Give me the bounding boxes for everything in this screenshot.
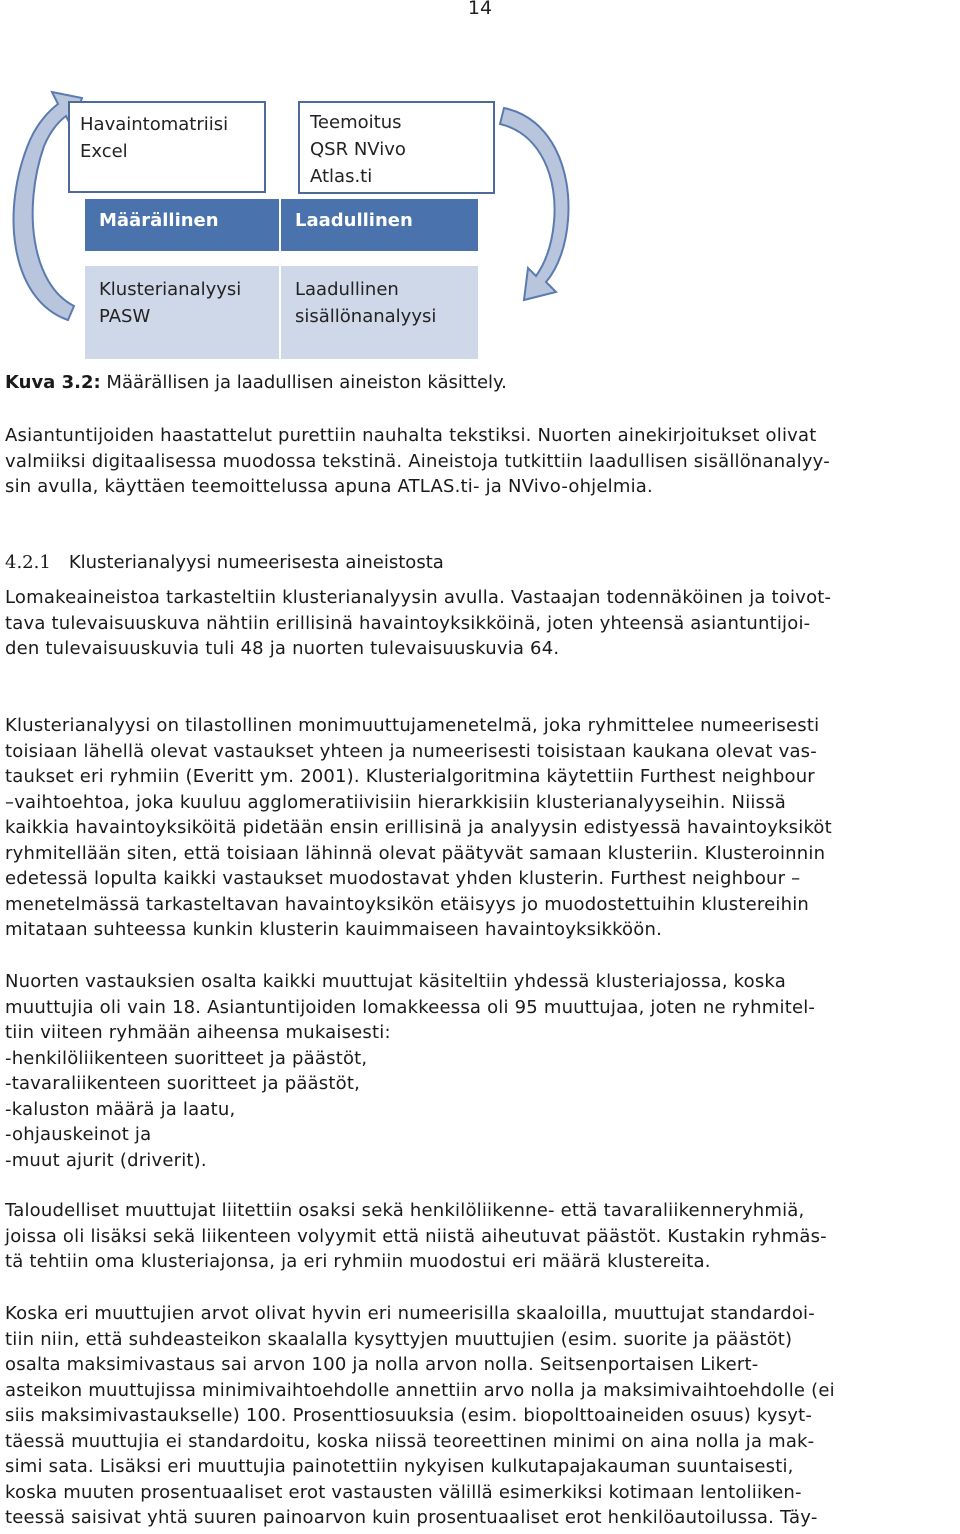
text-line: –vaihtoehtoa, joka kuuluu agglomeratiivisiin hierarkkisiin klusterianalyyseihin. Niissä	[5, 791, 787, 813]
section-heading	[5, 552, 444, 573]
text-line: teessä saisivat yhtä suuren painoarvon kuin prosentuaaliset erot henkilöautoilussa. Täy-	[5, 1507, 818, 1528]
text-line: tiin viiteen ryhmään aiheensa mukaisesti:	[5, 1022, 391, 1043]
text-line: kaikkia havaintoyksiköitä pidetään ensin erillisinä ja analyysin edistyessä havaintoyksiköt	[5, 817, 832, 838]
text-line: siis maksimivastaukselle) 100. Prosenttiosuuksia (esim. biopolttoaineiden osuus) kysyt-	[5, 1405, 813, 1426]
text-line: koska muuten prosentuaaliset erot vastausten välillä esimerkiksi kotimaan lentoliiken-	[5, 1481, 802, 1503]
text-line: sin avulla, käyttäen teemoittelussa apuna ATLAS.ti- ja NVivo-ohjelmia.	[5, 476, 653, 497]
cluster-analysis-cell	[85, 266, 279, 359]
text-line: simi sata. Lisäksi eri muuttujia painotettiin nykyisen kulkutapajakauman suuntaisesti,	[5, 1456, 794, 1477]
text-line: menetelmässä tarkasteltavan havaintoyksikön etäisyys jo muodostettuihin klustereihin	[5, 893, 810, 915]
page-number: 14	[467, 0, 493, 19]
excel-box	[68, 101, 266, 193]
text-line: Klusterianalyysi on tilastollinen monimuuttujamenetelmä, joka ryhmittelee numeerisesti	[5, 715, 820, 736]
curved-arrow-right-icon	[490, 0, 590, 330]
header-quantitative: Määrällinen	[85, 199, 279, 251]
text-line: asteikon muuttujissa minimivaihtoehdolle annettiin arvo nolla ja maksimivaihtoehdolle (ei	[5, 1379, 835, 1401]
text-line: Asiantuntijoiden haastattelut purettiin nauhalta tekstiksi. Nuorten ainekirjoitukset olivat	[5, 425, 817, 446]
text-line: edetessä lopulta kaikki vastaukset muodostavat yhden klusterin. Furthest neighbour –	[5, 868, 801, 889]
text-line: tava tulevaisuuskuva nähtiin erillisinä havaintoyksikköinä, joten yhteensä asiantuntijoi-	[5, 612, 811, 634]
text-line: den tulevaisuuskuvia tuli 48 ja nuorten tulevaisuuskuvia 64.	[5, 638, 560, 659]
cell-line: Klusterianalyysi	[99, 279, 242, 300]
cell-line: PASW	[99, 306, 151, 327]
text-line: Nuorten vastauksien osalta kaikki muuttujat käsiteltiin yhdessä klusteriajossa, koska	[5, 971, 786, 992]
text-line: toisiaan lähellä olevat vastaukset yhteen ja numeerisesti toisistaan kaukana olevat vas-	[5, 740, 817, 762]
paragraph-standardization	[5, 1301, 955, 1531]
paragraph-economic	[5, 1198, 955, 1275]
text-line: Lomakeaineistoa tarkasteltiin klusterianalyysin avulla. Vastaajan todennäköinen ja toivot-	[5, 587, 832, 608]
data-processing-diagram	[0, 0, 960, 370]
paragraph-cluster-method	[5, 713, 955, 943]
section-title: Klusterianalyysi numeerisesta aineistosta	[68, 552, 444, 573]
qualitative-tools-box	[298, 101, 495, 194]
box-line: Atlas.ti	[310, 166, 373, 187]
paragraph-interviews	[5, 423, 955, 500]
box-line: QSR NVivo	[310, 139, 406, 160]
cell-line: Laadullinen	[295, 279, 399, 300]
box-line: Teemoitus	[310, 112, 402, 133]
paragraph-survey	[5, 585, 955, 662]
header-qualitative: Laadullinen	[281, 199, 478, 251]
text-line: mitataan suhteessa kunkin klusterin kauimmaiseen havaintoyksikköön.	[5, 919, 663, 940]
text-line: tä tehtiin oma klusteriajonsa, ja eri ryhmiin muodostui eri määrä klustereita.	[5, 1251, 711, 1272]
box-line: Havaintomatriisi	[80, 114, 229, 135]
list-item: -henkilöliikenteen suoritteet ja päästöt,	[5, 1047, 368, 1069]
content-analysis-cell	[281, 266, 478, 359]
text-line: täessä muuttujia ei standardoitu, koska niissä teoreettinen minimi on aina nolla ja mak-	[5, 1430, 815, 1452]
list-item: -tavaraliikenteen suoritteet ja päästöt,	[5, 1073, 361, 1094]
list-item: -muut ajurit (driverit).	[5, 1149, 207, 1171]
section-number: 4.2.1	[5, 552, 51, 573]
text-line: ryhmitellään siten, että toisiaan lähinnä olevat päätyvät samaan klusteriin. Klusteroinnin	[5, 842, 826, 864]
text-line: joissa oli lisäksi sekä liikenteen volyymit että niistä aiheutuvat päästöt. Kustakin ryhmäs-	[5, 1225, 827, 1247]
text-line: valmiiksi digitaalisessa muodossa tekstinä. Aineistoja tutkittiin laadullisen sisällönanalyy-	[5, 450, 830, 472]
text-line: muuttujia oli vain 18. Asiantuntijoiden lomakkeessa oli 95 muuttujaa, joten ne ryhmitel-	[5, 996, 816, 1018]
text-line: taukset eri ryhmiin (Everitt ym. 2001). Klusterialgoritmina käytettiin Furthest neighbour	[5, 766, 815, 787]
list-item: -kaluston määrä ja laatu,	[5, 1098, 236, 1120]
text-line: Taloudelliset muuttujat liitettiin osaksi sekä henkilöliikenne- että tavaraliikenneryhmiä,	[5, 1200, 805, 1221]
text-line: Koska eri muuttujien arvot olivat hyvin eri numeerisilla skaaloilla, muuttujat standardoi-	[5, 1303, 815, 1324]
caption-label: Kuva 3.2:	[5, 372, 101, 393]
cell-line: sisällönanalyysi	[295, 306, 437, 327]
figure-caption	[5, 370, 507, 395]
list-item: -ohjauskeinot ja	[5, 1124, 152, 1145]
caption-text: Määrällisen ja laadullisen aineiston käsittely.	[100, 372, 507, 393]
text-line: tiin niin, että suhdeasteikon skaalalla kysyttyjen muuttujien (esim. suorite ja päästöt)	[5, 1328, 793, 1350]
box-line: Excel	[80, 141, 128, 162]
paragraph-variables	[5, 969, 955, 1173]
text-line: osalta maksimivastaus sai arvon 100 ja nolla arvon nolla. Seitsenportaisen Likert-	[5, 1354, 759, 1375]
